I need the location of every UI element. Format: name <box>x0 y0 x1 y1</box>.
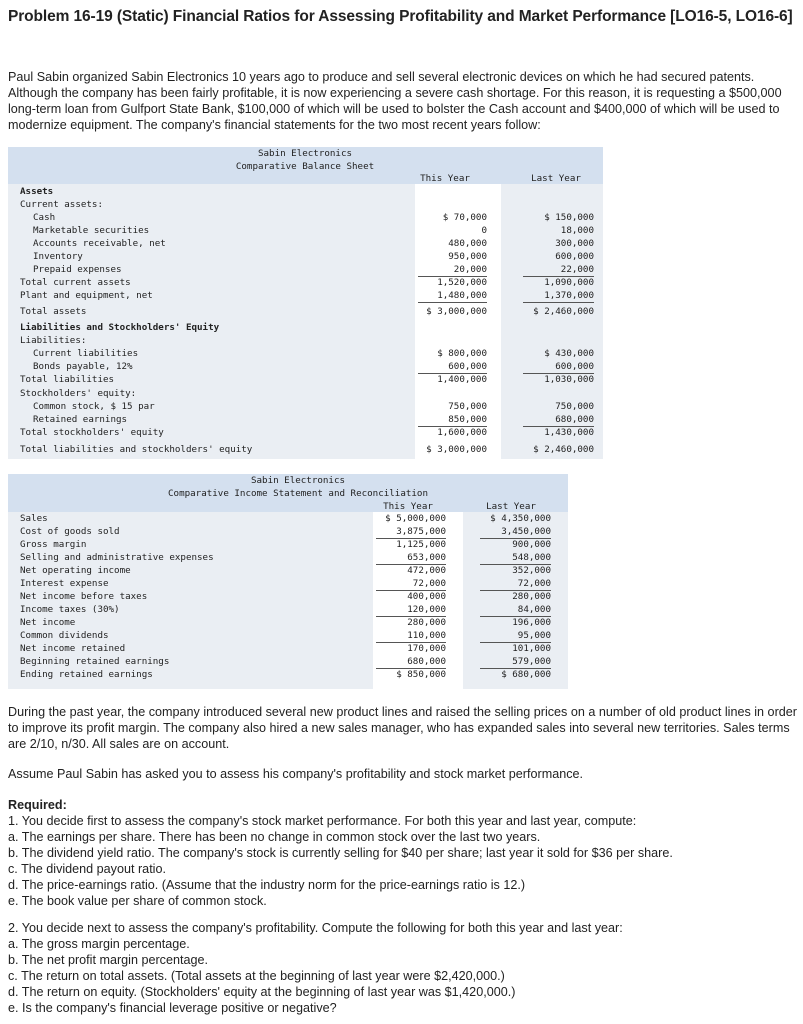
balance-sheet-row-label: Marketable securities <box>33 225 150 236</box>
balance-sheet-this-year-value: 950,000 <box>448 251 487 262</box>
requirement-1-item: a. The earnings per share. There has been no change in common stock over the last two years. <box>8 830 541 844</box>
income-statement-last-year-value: 352,000 <box>512 565 551 576</box>
requirement-1-item: e. The book value per share of common stock. <box>8 894 267 908</box>
income-statement-row-label: Income taxes (30%) <box>20 604 120 615</box>
requirement-1-item: c. The dividend payout ratio. <box>8 862 166 876</box>
balance-sheet-title: Comparative Balance Sheet <box>235 161 375 172</box>
requirement-2-item: c. The return on total assets. (Total assets at the beginning of last year were $2,420,000.) <box>8 969 505 983</box>
balance-sheet-last-year-value: 680,000 <box>523 413 594 427</box>
income-statement-this-year-value: 110,000 <box>376 629 446 643</box>
balance-sheet-row-label: Liabilities: <box>20 335 87 346</box>
income-statement-title: Comparative Income Statement and Reconciliation <box>168 488 428 499</box>
balance-sheet-row-label: Total current assets <box>20 277 131 288</box>
requirement-2-item: e. Is the company's financial leverage positive or negative? <box>8 1001 337 1015</box>
balance-sheet-row-label: Current liabilities <box>33 348 139 359</box>
balance-sheet-last-year-value: $ 2,460,000 <box>533 306 594 317</box>
after-text-1: During the past year, the company introduced several new product lines and raised the selling prices on a number of old product lines in order to improve its profit margin. The company also hired a new sales manager, who has expanded sales into several new territories. Sales terms are 2/10, n/30. All sales are on account. <box>8 705 797 751</box>
balance-sheet-last-year-value: 1,370,000 <box>523 289 594 303</box>
income-statement-last-year-value: 3,450,000 <box>480 525 551 539</box>
balance-sheet-last-year-value: $ 150,000 <box>544 212 594 223</box>
balance-sheet-row-label: Inventory <box>33 251 83 262</box>
income-statement-row-label: Beginning retained earnings <box>20 656 170 667</box>
balance-sheet-this-year-value: 1,520,000 <box>437 277 487 288</box>
income-statement-this-year-value: 1,125,000 <box>396 539 446 550</box>
income-statement-this-year-value: 400,000 <box>407 591 446 602</box>
requirement-1-item: d. The price-earnings ratio. (Assume that the industry norm for the price-earnings ratio is 12.) <box>8 878 526 892</box>
requirement-1-intro: 1. You decide first to assess the company's stock market performance. For both this year and last year, compute: <box>8 814 637 828</box>
income-statement-this-year-value: 170,000 <box>407 643 446 654</box>
income-statement-this-year-value: 72,000 <box>376 577 446 591</box>
income-statement-col-last-year: Last Year <box>486 501 536 512</box>
requirement-2-intro: 2. You decide next to assess the company's profitability. Compute the following for both this year and last year: <box>8 921 623 935</box>
income-statement-this-year-value: 472,000 <box>407 565 446 576</box>
balance-sheet-last-year-value: 1,090,000 <box>544 277 594 288</box>
balance-sheet-last-year-value: $ 430,000 <box>544 348 594 359</box>
intro-paragraph: Paul Sabin organized Sabin Electronics 10 years ago to produce and sell several electronic devices on which he had secured patents. Although the company has been fairly profitable, it is now experiencing a severe cash shortage. For this reason, it is requesting a $500,000 long-term loan from Gulfport State Bank, $100,000 of which will be used to bolster the Cash account and $400,000 of which will be used to modernize equipment. The company's financial statements for the two most recent years follow: <box>8 70 782 132</box>
problem-title: Problem 16-19 (Static) Financial Ratios for Assessing Profitability and Market Performance [LO16-5, LO16-6] <box>8 8 793 25</box>
balance-sheet-this-year-value: $ 3,000,000 <box>426 306 487 317</box>
income-statement-this-year-value: $ 5,000,000 <box>385 513 446 524</box>
balance-sheet-last-year-value: 1,430,000 <box>544 427 594 438</box>
income-statement-this-year-value: 680,000 <box>376 655 446 669</box>
income-statement-last-year-value: 280,000 <box>512 591 551 602</box>
balance-sheet-this-year-value: $ 3,000,000 <box>426 444 487 455</box>
required-label: Required: <box>8 798 67 812</box>
balance-sheet-this-year-value: 480,000 <box>448 238 487 249</box>
balance-sheet-row-label: Total assets <box>20 306 87 317</box>
income-statement-row-label: Net income retained <box>20 643 126 654</box>
balance-sheet-last-year-value: 600,000 <box>523 360 594 374</box>
requirement-2-item: a. The gross margin percentage. <box>8 937 190 951</box>
balance-sheet-this-year-value: 750,000 <box>448 401 487 412</box>
requirement-1-item: b. The dividend yield ratio. The company's stock is currently selling for $40 per share; last year it sold for $36 per share. <box>8 846 673 860</box>
balance-sheet-this-year-value: 1,600,000 <box>437 427 487 438</box>
income-statement-last-year-value: 72,000 <box>480 577 551 591</box>
balance-sheet-this-year-value: 600,000 <box>418 360 487 374</box>
requirement-2 <box>8 920 798 1016</box>
balance-sheet-col-last-year: Last Year <box>531 173 581 184</box>
income-statement-this-year-value: $ 850,000 <box>396 669 446 680</box>
requirement-2-item: d. The return on equity. (Stockholders' equity at the beginning of last year was $1,420,000.) <box>8 985 516 999</box>
income-statement-last-year-value: $ 4,350,000 <box>490 513 551 524</box>
balance-sheet-last-year-value: 18,000 <box>560 225 594 236</box>
balance-sheet-row-label: Plant and equipment, net <box>20 290 153 301</box>
balance-sheet-row-label: Common stock, $ 15 par <box>33 401 155 412</box>
balance-sheet-row-label: Retained earnings <box>33 414 128 425</box>
income-statement-row-label: Net income before taxes <box>20 591 148 602</box>
requirement-1 <box>8 813 798 909</box>
income-statement-row-label: Ending retained earnings <box>20 669 153 680</box>
income-statement-row-label: Common dividends <box>20 630 109 641</box>
balance-sheet-row-label: Bonds payable, 12% <box>33 361 133 372</box>
requirement-2-item: b. The net profit margin percentage. <box>8 953 208 967</box>
balance-sheet-this-year-value: 850,000 <box>418 413 487 427</box>
income-statement-table <box>8 474 568 689</box>
income-statement-row-label: Net operating income <box>20 565 131 576</box>
balance-sheet-row-label: Total stockholders' equity <box>20 427 164 438</box>
income-statement-this-year-value: 653,000 <box>376 551 446 565</box>
income-statement-last-year-value: 95,000 <box>480 629 551 643</box>
balance-sheet-table <box>8 147 603 459</box>
income-statement-col-this-year: This Year <box>383 501 433 512</box>
balance-sheet-col-this-year: This Year <box>420 173 470 184</box>
income-statement-this-year-value: 120,000 <box>376 603 446 617</box>
after-text-2: Assume Paul Sabin has asked you to assess his company's profitability and stock market performance. <box>8 767 583 781</box>
balance-sheet-row-label: Cash <box>33 212 56 223</box>
balance-sheet-company: Sabin Electronics <box>257 148 353 159</box>
income-statement-row-label: Sales <box>20 513 48 524</box>
income-statement-last-year-value: $ 680,000 <box>501 669 551 680</box>
income-statement-last-year-value: 101,000 <box>512 643 551 654</box>
income-statement-row-label: Selling and administrative expenses <box>20 552 214 563</box>
balance-sheet-this-year-value: 1,480,000 <box>418 289 487 303</box>
balance-sheet-this-year-value: 1,400,000 <box>437 374 487 385</box>
balance-sheet-last-year-value: $ 2,460,000 <box>533 444 594 455</box>
income-statement-this-year-value: 3,875,000 <box>376 525 446 539</box>
income-statement-last-year-value: 196,000 <box>512 617 551 628</box>
balance-sheet-row-label: Total liabilities and stockholders' equity <box>20 444 253 455</box>
balance-sheet-row-label: Assets <box>20 186 54 197</box>
balance-sheet-row-label: Stockholders' equity: <box>20 388 137 399</box>
balance-sheet-last-year-value: 750,000 <box>555 401 594 412</box>
balance-sheet-this-year-value: $ 800,000 <box>437 348 487 359</box>
balance-sheet-row-label: Current assets: <box>20 199 103 210</box>
income-statement-row-label: Net income <box>20 617 76 628</box>
balance-sheet-row-label: Total liabilities <box>20 374 115 385</box>
income-statement-last-year-value: 900,000 <box>512 539 551 550</box>
balance-sheet-this-year-value: $ 70,000 <box>442 212 487 223</box>
balance-sheet-row-label: Prepaid expenses <box>33 264 122 275</box>
balance-sheet-last-year-value: 600,000 <box>555 251 594 262</box>
balance-sheet-last-year-value: 1,030,000 <box>544 374 594 385</box>
income-statement-row-label: Interest expense <box>20 578 109 589</box>
balance-sheet-this-year-value: 0 <box>481 225 487 236</box>
balance-sheet-row-label: Liabilities and Stockholders' Equity <box>20 322 220 333</box>
income-statement-last-year-value: 84,000 <box>480 603 551 617</box>
balance-sheet-last-year-value: 300,000 <box>555 238 594 249</box>
income-statement-this-year-value: 280,000 <box>407 617 446 628</box>
income-statement-row-label: Gross margin <box>20 539 87 550</box>
balance-sheet-this-year-value: 20,000 <box>418 263 487 277</box>
income-statement-last-year-value: 548,000 <box>480 551 551 565</box>
balance-sheet-row-label: Accounts receivable, net <box>33 238 166 249</box>
income-statement-last-year-value: 579,000 <box>480 655 551 669</box>
balance-sheet-last-year-value: 22,000 <box>523 263 594 277</box>
income-statement-company: Sabin Electronics <box>250 475 346 486</box>
income-statement-row-label: Cost of goods sold <box>20 526 120 537</box>
